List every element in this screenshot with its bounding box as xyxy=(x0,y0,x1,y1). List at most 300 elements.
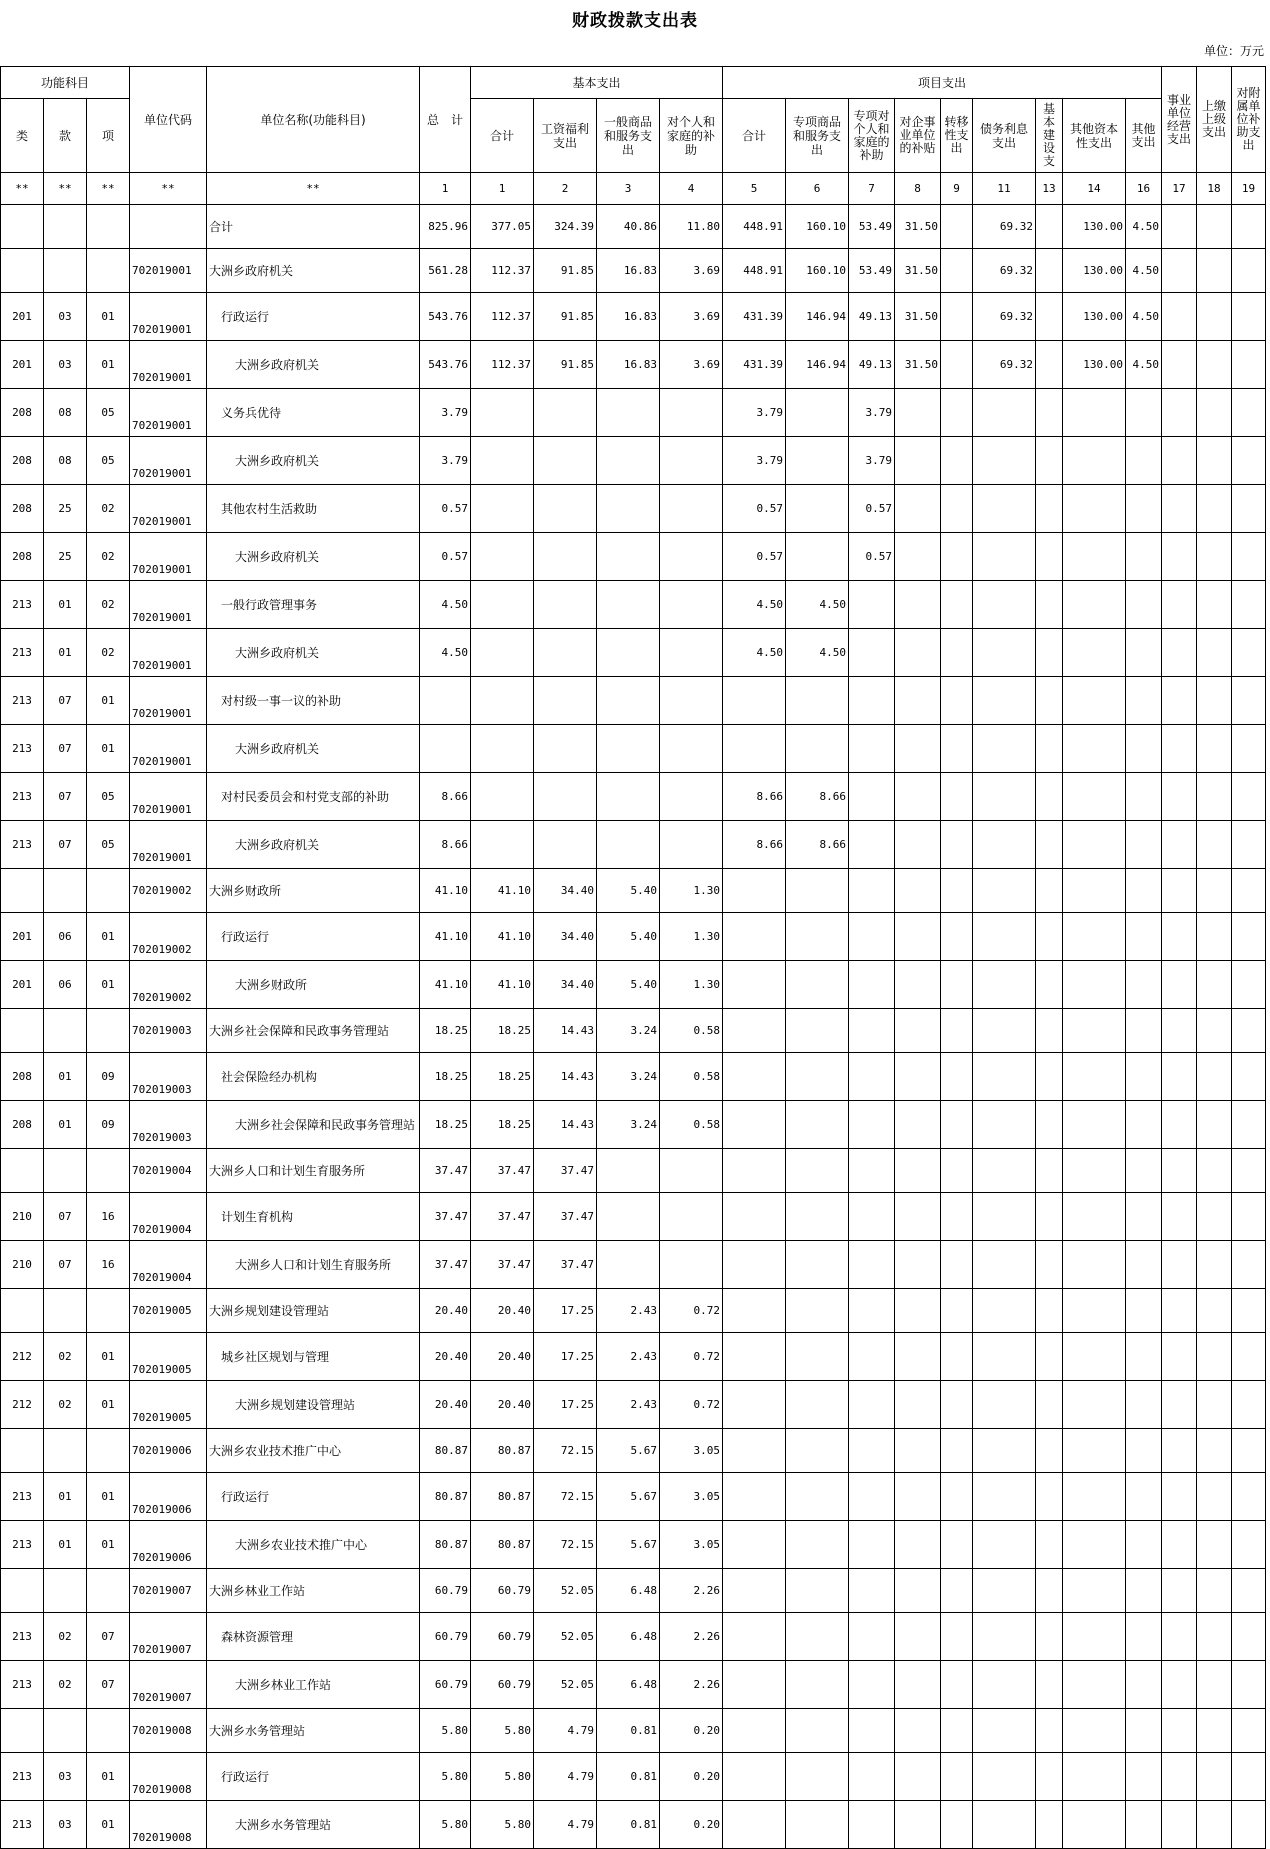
value-cell: 448.91 xyxy=(723,205,786,249)
value-cell xyxy=(973,1709,1036,1753)
value-cell xyxy=(1232,725,1266,773)
value-cell xyxy=(895,1101,941,1149)
value-cell xyxy=(1126,1429,1162,1473)
value-cell xyxy=(1126,1289,1162,1333)
unit-name-cell: 大洲乡政府机关 xyxy=(207,437,420,485)
kuan-cell: 02 xyxy=(44,1381,87,1429)
value-cell xyxy=(1063,1101,1126,1149)
kuan-cell: 02 xyxy=(44,1661,87,1709)
value-cell xyxy=(1197,869,1232,913)
value-cell xyxy=(1126,773,1162,821)
value-cell: 112.37 xyxy=(471,341,534,389)
value-cell: 37.47 xyxy=(471,1149,534,1193)
table-row xyxy=(1,533,1266,581)
value-cell xyxy=(895,1429,941,1473)
value-cell xyxy=(895,437,941,485)
value-cell: 2.26 xyxy=(660,1569,723,1613)
value-cell xyxy=(597,581,660,629)
value-cell xyxy=(1197,1709,1232,1753)
value-cell xyxy=(1036,1381,1063,1429)
lei-cell xyxy=(1,1569,44,1613)
column-index-cell: 4 xyxy=(660,173,723,205)
value-cell xyxy=(1126,1473,1162,1521)
value-cell xyxy=(1063,581,1126,629)
unit-name-cell: 社会保险经办机构 xyxy=(207,1053,420,1101)
value-cell xyxy=(786,1289,849,1333)
value-cell xyxy=(1162,1149,1197,1193)
value-cell: 8.66 xyxy=(786,821,849,869)
value-cell xyxy=(1232,1193,1266,1241)
value-cell: 3.69 xyxy=(660,249,723,293)
value-cell xyxy=(973,773,1036,821)
value-cell xyxy=(1063,1429,1126,1473)
value-cell xyxy=(1197,725,1232,773)
value-cell: 20.40 xyxy=(471,1289,534,1333)
value-cell xyxy=(597,1149,660,1193)
basic-goods-header: 一般商品和服务支出 xyxy=(597,99,660,173)
kuan-cell xyxy=(44,1289,87,1333)
value-cell xyxy=(534,533,597,581)
value-cell: 34.40 xyxy=(534,913,597,961)
unit-code-cell: 702019001 xyxy=(130,677,207,725)
project-debt-header: 债务利息支出 xyxy=(973,99,1036,173)
value-cell xyxy=(1232,533,1266,581)
value-cell: 52.05 xyxy=(534,1569,597,1613)
value-cell xyxy=(1162,581,1197,629)
value-cell: 0.20 xyxy=(660,1753,723,1801)
value-cell xyxy=(1036,1801,1063,1849)
value-cell xyxy=(534,773,597,821)
value-cell xyxy=(1232,1801,1266,1849)
value-cell xyxy=(1126,913,1162,961)
kuan-cell xyxy=(44,1429,87,1473)
value-cell xyxy=(723,1053,786,1101)
value-cell xyxy=(1036,1289,1063,1333)
value-cell xyxy=(973,437,1036,485)
value-cell: 3.05 xyxy=(660,1521,723,1569)
unit-name-cell: 义务兵优待 xyxy=(207,389,420,437)
table-row xyxy=(1,205,1266,249)
value-cell xyxy=(973,1009,1036,1053)
value-cell xyxy=(1232,961,1266,1009)
value-cell xyxy=(849,869,895,913)
value-cell xyxy=(534,581,597,629)
unit-code-cell xyxy=(130,205,207,249)
value-cell xyxy=(1232,1709,1266,1753)
xiang-cell xyxy=(87,1429,130,1473)
value-cell: 0.72 xyxy=(660,1381,723,1429)
xiang-cell: 05 xyxy=(87,821,130,869)
value-cell xyxy=(1036,1149,1063,1193)
unit-code-cell: 702019003 xyxy=(130,1053,207,1101)
value-cell xyxy=(1036,205,1063,249)
value-cell xyxy=(1063,533,1126,581)
value-cell: 37.47 xyxy=(534,1193,597,1241)
value-cell xyxy=(597,821,660,869)
value-cell: 18.25 xyxy=(471,1101,534,1149)
value-cell xyxy=(941,1193,973,1241)
value-cell xyxy=(849,821,895,869)
value-cell xyxy=(973,533,1036,581)
value-cell xyxy=(973,1801,1036,1849)
value-cell xyxy=(941,341,973,389)
value-cell xyxy=(973,1521,1036,1569)
value-cell xyxy=(1126,1753,1162,1801)
lei-cell: 213 xyxy=(1,821,44,869)
kuan-cell xyxy=(44,869,87,913)
value-cell xyxy=(660,821,723,869)
value-cell: 4.79 xyxy=(534,1753,597,1801)
value-cell xyxy=(1162,249,1197,293)
xiang-cell: 01 xyxy=(87,725,130,773)
value-cell: 5.40 xyxy=(597,961,660,1009)
value-cell xyxy=(1197,1613,1232,1661)
kuan-cell: 01 xyxy=(44,581,87,629)
column-index-cell: 11 xyxy=(973,173,1036,205)
lei-header: 类 xyxy=(1,99,44,173)
table-row xyxy=(1,581,1266,629)
value-cell: 18.25 xyxy=(420,1009,471,1053)
kuan-cell: 07 xyxy=(44,1193,87,1241)
lei-cell: 213 xyxy=(1,725,44,773)
xiang-cell: 16 xyxy=(87,1241,130,1289)
value-cell xyxy=(895,677,941,725)
value-cell: 2.43 xyxy=(597,1289,660,1333)
unit-code-cell: 702019008 xyxy=(130,1753,207,1801)
column-index-cell: 19 xyxy=(1232,173,1266,205)
value-cell xyxy=(1036,293,1063,341)
table-row xyxy=(1,293,1266,341)
project-goods-header: 专项商品和服务支出 xyxy=(786,99,849,173)
value-cell xyxy=(973,1241,1036,1289)
value-cell xyxy=(895,1009,941,1053)
func-group-header: 功能科目 xyxy=(1,67,130,99)
value-cell xyxy=(597,773,660,821)
value-cell xyxy=(534,677,597,725)
value-cell xyxy=(1126,629,1162,677)
value-cell: 4.50 xyxy=(420,581,471,629)
value-cell xyxy=(1197,1753,1232,1801)
value-cell xyxy=(973,1569,1036,1613)
value-cell xyxy=(941,725,973,773)
value-cell xyxy=(1036,1753,1063,1801)
value-cell xyxy=(849,1381,895,1429)
xiang-cell xyxy=(87,205,130,249)
value-cell xyxy=(786,1569,849,1613)
unit-name-cell: 合计 xyxy=(207,205,420,249)
table-row xyxy=(1,773,1266,821)
value-cell xyxy=(723,961,786,1009)
unit-name-cell: 对村级一事一议的补助 xyxy=(207,677,420,725)
value-cell xyxy=(1162,1289,1197,1333)
kuan-cell: 07 xyxy=(44,821,87,869)
unit-code-cell: 702019004 xyxy=(130,1241,207,1289)
value-cell xyxy=(786,1661,849,1709)
value-cell xyxy=(660,1149,723,1193)
value-cell xyxy=(723,1149,786,1193)
value-cell: 3.79 xyxy=(420,437,471,485)
value-cell: 3.24 xyxy=(597,1101,660,1149)
project-enterprise-header: 对企事业单位的补贴 xyxy=(895,99,941,173)
value-cell xyxy=(895,485,941,533)
value-cell: 3.79 xyxy=(723,437,786,485)
value-cell: 130.00 xyxy=(1063,205,1126,249)
value-cell: 3.05 xyxy=(660,1429,723,1473)
value-cell xyxy=(660,677,723,725)
value-cell: 20.40 xyxy=(420,1381,471,1429)
value-cell xyxy=(786,1381,849,1429)
value-cell: 80.87 xyxy=(471,1473,534,1521)
value-cell xyxy=(1126,1193,1162,1241)
value-cell xyxy=(1036,485,1063,533)
value-cell: 18.25 xyxy=(420,1101,471,1149)
value-cell xyxy=(534,485,597,533)
value-cell: 31.50 xyxy=(895,249,941,293)
xiang-cell xyxy=(87,1149,130,1193)
value-cell xyxy=(786,389,849,437)
value-cell xyxy=(1036,1569,1063,1613)
xiang-cell xyxy=(87,1709,130,1753)
table-row xyxy=(1,1613,1266,1661)
value-cell xyxy=(1232,1569,1266,1613)
value-cell xyxy=(849,1241,895,1289)
value-cell xyxy=(1036,1429,1063,1473)
kuan-cell xyxy=(44,1569,87,1613)
value-cell xyxy=(1036,773,1063,821)
value-cell: 3.79 xyxy=(849,437,895,485)
value-cell xyxy=(1197,205,1232,249)
value-cell xyxy=(895,1381,941,1429)
value-cell xyxy=(786,961,849,1009)
value-cell: 69.32 xyxy=(973,249,1036,293)
xiang-cell: 01 xyxy=(87,677,130,725)
value-cell xyxy=(941,1333,973,1381)
value-cell xyxy=(786,1193,849,1241)
table-row xyxy=(1,1473,1266,1521)
value-cell xyxy=(973,389,1036,437)
table-row xyxy=(1,1709,1266,1753)
value-cell xyxy=(1232,437,1266,485)
value-cell xyxy=(597,629,660,677)
value-cell xyxy=(895,533,941,581)
value-cell xyxy=(941,205,973,249)
value-cell xyxy=(1197,913,1232,961)
value-cell: 5.40 xyxy=(597,913,660,961)
table-row xyxy=(1,725,1266,773)
value-cell xyxy=(1063,677,1126,725)
value-cell: 60.79 xyxy=(420,1569,471,1613)
xiang-cell: 07 xyxy=(87,1613,130,1661)
value-cell: 0.81 xyxy=(597,1709,660,1753)
value-cell: 17.25 xyxy=(534,1333,597,1381)
value-cell: 80.87 xyxy=(471,1521,534,1569)
value-cell xyxy=(723,1429,786,1473)
value-cell xyxy=(941,1801,973,1849)
value-cell xyxy=(1036,389,1063,437)
value-cell: 34.40 xyxy=(534,961,597,1009)
unit-name-cell: 大洲乡政府机关 xyxy=(207,821,420,869)
unit-name-cell: 大洲乡农业技术推广中心 xyxy=(207,1521,420,1569)
value-cell: 20.40 xyxy=(420,1333,471,1381)
value-cell xyxy=(1162,1473,1197,1521)
kuan-cell: 25 xyxy=(44,485,87,533)
value-cell: 825.96 xyxy=(420,205,471,249)
value-cell xyxy=(786,1009,849,1053)
value-cell xyxy=(786,485,849,533)
unit-name-cell: 大洲乡水务管理站 xyxy=(207,1709,420,1753)
value-cell xyxy=(1162,1801,1197,1849)
lei-cell: 213 xyxy=(1,1521,44,1569)
value-cell xyxy=(597,533,660,581)
value-cell xyxy=(1197,1801,1232,1849)
xiang-cell: 01 xyxy=(87,1381,130,1429)
value-cell: 80.87 xyxy=(420,1521,471,1569)
value-cell xyxy=(1063,1009,1126,1053)
value-cell: 16.83 xyxy=(597,249,660,293)
unit-code-cell: 702019005 xyxy=(130,1289,207,1333)
lei-cell xyxy=(1,1289,44,1333)
table-row xyxy=(1,389,1266,437)
value-cell xyxy=(660,1193,723,1241)
value-cell: 8.66 xyxy=(723,773,786,821)
value-cell xyxy=(1126,1149,1162,1193)
value-cell xyxy=(895,629,941,677)
value-cell xyxy=(1063,1569,1126,1613)
value-cell xyxy=(849,1661,895,1709)
value-cell: 60.79 xyxy=(471,1569,534,1613)
kuan-cell xyxy=(44,1149,87,1193)
value-cell xyxy=(849,1193,895,1241)
value-cell xyxy=(1036,1521,1063,1569)
value-cell: 60.79 xyxy=(420,1613,471,1661)
value-cell xyxy=(1232,1009,1266,1053)
xiang-cell xyxy=(87,869,130,913)
value-cell xyxy=(723,1289,786,1333)
value-cell: 53.49 xyxy=(849,249,895,293)
value-cell: 0.57 xyxy=(420,485,471,533)
value-cell xyxy=(1232,629,1266,677)
table-row xyxy=(1,1149,1266,1193)
value-cell xyxy=(941,1381,973,1429)
value-cell: 31.50 xyxy=(895,293,941,341)
unit-name-cell: 大洲乡水务管理站 xyxy=(207,1801,420,1849)
value-cell xyxy=(1126,677,1162,725)
value-cell xyxy=(1063,773,1126,821)
lei-cell xyxy=(1,249,44,293)
unit-name-cell: 一般行政管理事务 xyxy=(207,581,420,629)
value-cell: 60.79 xyxy=(420,1661,471,1709)
lei-cell xyxy=(1,1429,44,1473)
column-index-cell: 6 xyxy=(786,173,849,205)
unit-code-cell: 702019002 xyxy=(130,961,207,1009)
xiang-cell: 01 xyxy=(87,913,130,961)
value-cell: 41.10 xyxy=(471,869,534,913)
value-cell xyxy=(849,581,895,629)
value-cell: 2.43 xyxy=(597,1333,660,1381)
value-cell xyxy=(973,869,1036,913)
value-cell xyxy=(660,485,723,533)
value-cell xyxy=(1232,581,1266,629)
value-cell xyxy=(849,1753,895,1801)
value-cell xyxy=(973,629,1036,677)
value-cell: 561.28 xyxy=(420,249,471,293)
value-cell xyxy=(1162,629,1197,677)
value-cell: 8.66 xyxy=(786,773,849,821)
lei-cell xyxy=(1,869,44,913)
value-cell xyxy=(1197,1381,1232,1429)
value-cell xyxy=(1197,581,1232,629)
value-cell: 6.48 xyxy=(597,1613,660,1661)
value-cell xyxy=(973,1289,1036,1333)
value-cell xyxy=(1197,1333,1232,1381)
value-cell xyxy=(941,1149,973,1193)
value-cell: 377.05 xyxy=(471,205,534,249)
value-cell xyxy=(973,1661,1036,1709)
value-cell xyxy=(1232,389,1266,437)
subsidy-header: 对附属单位补助支出 xyxy=(1232,67,1266,173)
value-cell: 52.05 xyxy=(534,1613,597,1661)
value-cell xyxy=(1232,1101,1266,1149)
value-cell: 3.69 xyxy=(660,341,723,389)
biz-header: 事业单位经营支出 xyxy=(1162,67,1197,173)
value-cell xyxy=(1063,1473,1126,1521)
value-cell: 41.10 xyxy=(471,913,534,961)
value-cell xyxy=(786,1101,849,1149)
value-cell xyxy=(1162,677,1197,725)
lei-cell: 212 xyxy=(1,1381,44,1429)
value-cell xyxy=(1063,1333,1126,1381)
value-cell: 37.47 xyxy=(534,1241,597,1289)
unit-code-cell: 702019001 xyxy=(130,533,207,581)
column-index-cell: ** xyxy=(87,173,130,205)
value-cell xyxy=(1197,437,1232,485)
value-cell xyxy=(1036,1241,1063,1289)
unit-code-cell: 702019006 xyxy=(130,1521,207,1569)
column-index-cell: ** xyxy=(44,173,87,205)
value-cell xyxy=(973,1149,1036,1193)
value-cell xyxy=(849,725,895,773)
lei-cell: 201 xyxy=(1,913,44,961)
xiang-cell: 01 xyxy=(87,1801,130,1849)
value-cell xyxy=(941,1613,973,1661)
lei-cell xyxy=(1,1009,44,1053)
value-cell xyxy=(786,1753,849,1801)
value-cell xyxy=(941,1429,973,1473)
kuan-cell: 03 xyxy=(44,293,87,341)
table-row xyxy=(1,629,1266,677)
value-cell xyxy=(1162,1009,1197,1053)
column-index-cell: 14 xyxy=(1063,173,1126,205)
value-cell xyxy=(1232,1381,1266,1429)
value-cell xyxy=(849,1101,895,1149)
xiang-cell: 02 xyxy=(87,581,130,629)
kuan-cell: 08 xyxy=(44,389,87,437)
value-cell: 72.15 xyxy=(534,1429,597,1473)
value-cell xyxy=(1036,533,1063,581)
value-cell: 543.76 xyxy=(420,341,471,389)
column-index-row xyxy=(1,173,1266,205)
value-cell xyxy=(1197,1661,1232,1709)
value-cell: 60.79 xyxy=(471,1613,534,1661)
kuan-cell: 06 xyxy=(44,913,87,961)
value-cell: 20.40 xyxy=(420,1289,471,1333)
xiang-cell xyxy=(87,1289,130,1333)
value-cell xyxy=(1162,389,1197,437)
value-cell xyxy=(1126,1521,1162,1569)
value-cell: 112.37 xyxy=(471,293,534,341)
value-cell xyxy=(786,1613,849,1661)
lei-cell: 213 xyxy=(1,1473,44,1521)
